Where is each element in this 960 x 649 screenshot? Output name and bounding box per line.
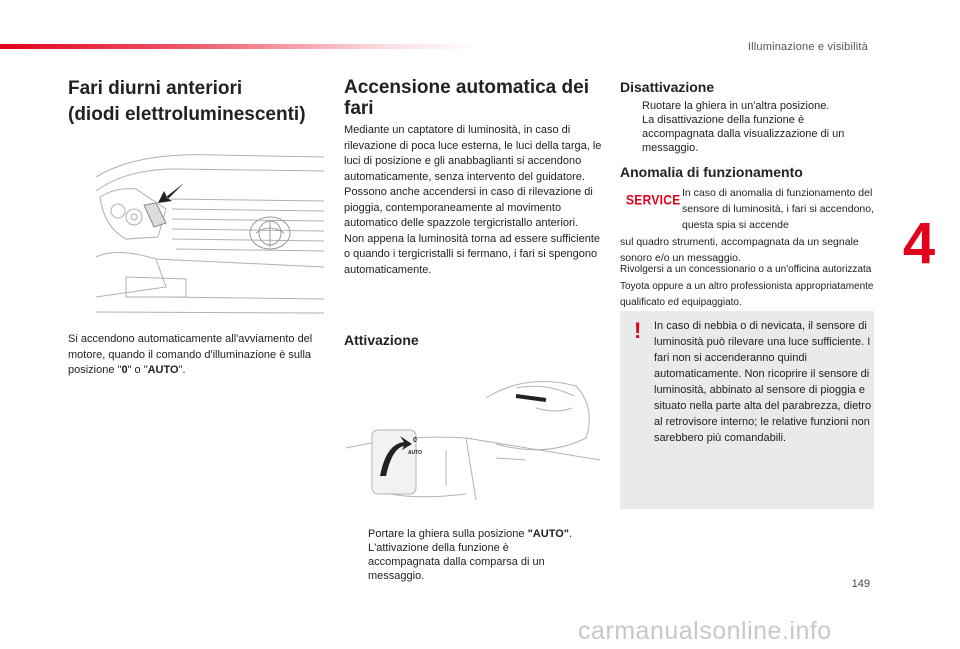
auto-headlights-intro: Mediante un captatore di luminosità, in caso di rilevazione di poca luce esterna, le luci della targa, le luci di posizione e gli anabbaglianti si accendono automaticamente, senza intervento del guidatore. Possono anche accendersi in caso di rilevazione di pioggia, contemporaneamente al movimento automatico delle spazzole tergicristallo anteriori. Non appena la luminosità torna ad essere sufficiente o quando i tergicristalli si fermano, i fari si spengono automaticamente. bbox=[344, 124, 602, 276]
anomaly-paragraph-part1: In caso di anomalia di funzionamento del sensore di luminosità, i fari si accendono, questa spia si accende bbox=[682, 187, 875, 231]
section-title: Illuminazione e visibilità bbox=[747, 41, 868, 53]
daytime-lights-title bbox=[68, 76, 330, 128]
daytime-lights-paragraph: Si accendono automaticamente all'avviamento del motore, quando il comando d'illuminazione è sulla posizione "0" o "AUTO". bbox=[68, 333, 313, 376]
activation-bullet: Portare la ghiera sulla posizione "AUTO". L'attivazione della funzione è accompagnata dalla comparsa di un messaggio. bbox=[368, 528, 573, 582]
note-text: In caso di nebbia o di nevicata, il sensore di luminosità può rilevare una luce sufficiente. I fari non si accenderanno quindi automaticamente. Non ricoprire il sensore di luminosità, abbinato al sensore di pioggia e situato nella parte alta del parabrezza, dietro al retrovisore interno; le relative funzioni non sarebbero più comandabili. bbox=[654, 320, 872, 444]
lighting-stalk-illustration bbox=[346, 368, 600, 502]
header-accent-bar bbox=[0, 44, 480, 49]
chapter-number: 4 bbox=[902, 211, 936, 276]
auto-headlights-title bbox=[344, 77, 604, 119]
auto-headlights-title-line1: Accensione automatica dei bbox=[344, 77, 589, 98]
warning-exclamation-icon: ! bbox=[634, 318, 642, 343]
position-zero-label: 0 bbox=[121, 364, 128, 376]
anomaly-title: Anomalia di funzionamento bbox=[620, 164, 803, 180]
page-number: 149 bbox=[851, 578, 870, 590]
anomaly-paragraph-part2: sul quadro strumenti, accompagnata da un segnale sonoro e/o un messaggio. bbox=[620, 236, 859, 264]
daytime-lights-title-line2: (diodi elettroluminescenti) bbox=[68, 104, 306, 125]
car-front-headlight-illustration bbox=[96, 147, 324, 317]
watermark: carmanualsonline.info bbox=[578, 617, 832, 645]
deactivation-title: Disattivazione bbox=[620, 79, 715, 95]
stalk-position-zero: 0 bbox=[413, 437, 417, 444]
daytime-lights-title-line1: Fari diurni anteriori bbox=[68, 78, 243, 99]
deactivation-bullet: Ruotare la ghiera in un'altra posizione. La disattivazione della funzione è accompagnata dalla visualizzazione di un messaggio. bbox=[642, 100, 845, 154]
stalk-position-auto: AUTO bbox=[408, 450, 423, 456]
anomaly-service-paragraph: Rivolgersi a un concessionario o a un'officina autorizzata Toyota oppure a un altro professionista appropriatamente qualificato ed equipaggiato. bbox=[620, 264, 874, 308]
auto-headlights-title-line2: fari bbox=[344, 98, 374, 119]
service-warning-icon: SERVICE bbox=[626, 191, 681, 209]
position-auto-label: AUTO bbox=[147, 364, 179, 376]
activation-title: Attivazione bbox=[344, 332, 419, 348]
